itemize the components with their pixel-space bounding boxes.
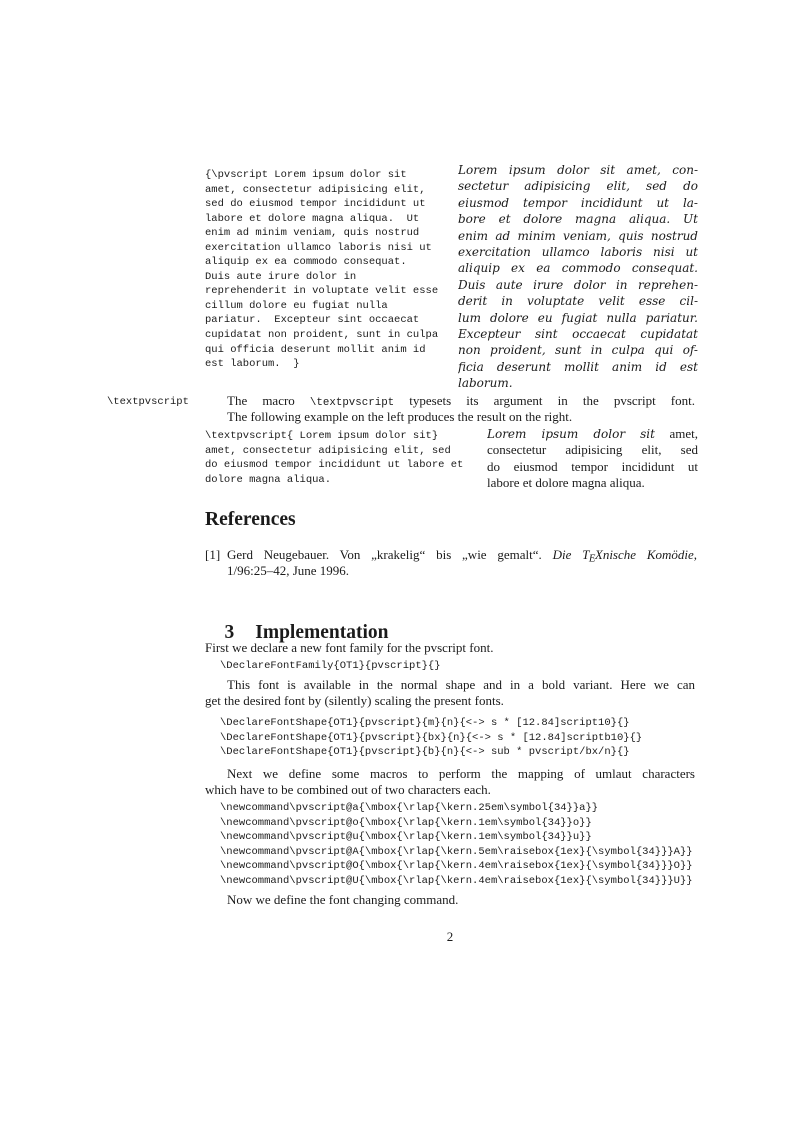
code-line: do eiusmod tempor incididunt ut labore et	[205, 459, 464, 472]
code-line: dolore magna aliqua.	[205, 473, 332, 486]
code-line: pariatur. Excepteur sint occaecat	[205, 314, 420, 327]
code-line: \newcommand\pvscript@o{\mbox{\rlap{\kern.1em\symbol{34}}o}}	[220, 816, 592, 829]
implementation-paragraph2-line2: get the desired font by (silently) scaling the present fonts.	[205, 693, 504, 708]
code-line: \newcommand\pvscript@u{\mbox{\rlap{\kern.1em\symbol{34}}u}}	[220, 831, 592, 844]
macro-desc-line2: The following example on the left produces the result on the right.	[227, 409, 573, 424]
pvscript-text-line: aliquip ex ea commodo consequat.	[458, 261, 698, 276]
code-line: cupidatat non proident, sunt in culpa	[205, 329, 439, 342]
code-line: \newcommand\pvscript@U{\mbox{\rlap{\kern.4em\raisebox{1ex}{\symbol{34}}}U}}	[220, 874, 693, 887]
roman-fragment: amet,	[654, 426, 698, 441]
pvscript-text-line: enim ad minim veniam, quis nostrud	[458, 228, 698, 243]
section-title: Implementation	[255, 622, 389, 643]
umlaut-macros-code	[220, 801, 693, 888]
result-line: do eiusmod tempor incididunt ut	[487, 458, 698, 474]
pvscript-fragment: Lorem ipsum dolor sit	[487, 427, 655, 441]
example1-pvscript-result	[458, 162, 698, 391]
example2-code-block	[205, 429, 463, 487]
reference-entry-line2: 1/96:25–42, June 1996.	[227, 563, 350, 578]
result-line-mixed	[487, 426, 698, 442]
inline-macro-name: \textpvscript	[309, 397, 395, 409]
pvscript-text-line: Lorem ipsum dolor sit amet, con-	[458, 163, 698, 177]
code-line: amet, consectetur adipisicing elit,	[205, 183, 426, 196]
pvscript-text-line: sectetur adipisicing elit, sed do	[458, 179, 698, 194]
declare-font-family-code	[220, 659, 441, 674]
code-line: \newcommand\pvscript@A{\mbox{\rlap{\kern.5em\raisebox{1ex}{\symbol{34}}}A}}	[220, 845, 693, 858]
pvscript-text-line: exercitation ullamco laboris nisi ut	[458, 244, 698, 259]
code-line: \DeclareFontShape{OT1}{pvscript}{bx}{n}{<-> s * [12.84]scriptb10}{}	[220, 731, 643, 744]
implementation-paragraph1: First we declare a new font family for the pvscript font.	[205, 640, 494, 655]
code-line: \newcommand\pvscript@O{\mbox{\rlap{\kern.4em\raisebox{1ex}{\symbol{34}}}O}}	[220, 860, 693, 873]
declare-font-shape-code	[220, 716, 642, 760]
implementation-paragraph4: Now we define the font changing command.	[227, 892, 459, 907]
reference-author-title: Gerd Neugebauer. Von „krakelig“ bis „wie gemalt“.	[227, 547, 553, 562]
implementation-paragraph3-line2: which have to be combined out of two characters each.	[205, 782, 491, 797]
pvscript-text-line: Excepteur sint occaecat cupidatat	[458, 326, 698, 341]
code-line: reprehenderit in voluptate velit esse	[205, 285, 439, 298]
code-line: sed do eiusmod tempor incididunt ut	[205, 198, 426, 211]
page-number: 2	[446, 929, 454, 944]
implementation-paragraph3-line1: Next we define some macros to perform the mapping of umlaut characters	[227, 766, 695, 781]
pvscript-text-line: lum dolore eu fugiat nulla pariatur.	[458, 310, 698, 325]
code-line: \textpvscript{ Lorem ipsum dolor sit}	[205, 430, 439, 442]
result-line: consectetur adipisicing elit, sed	[487, 442, 698, 458]
code-line: amet, consectetur adipisicing elit, sed	[205, 444, 451, 457]
section-number: 3	[224, 622, 235, 643]
code-line: labore et dolore magna aliqua. Ut	[205, 212, 420, 225]
code-line: \DeclareFontShape{OT1}{pvscript}{m}{n}{<-> s * [12.84]script10}{}	[220, 717, 630, 729]
pvscript-text-line: Duis aute irure dolor in reprehen-	[458, 277, 698, 292]
macro-desc-text-pre: The macro	[227, 393, 310, 408]
journal-name-post: Xnische Komödie,	[594, 547, 697, 562]
pvscript-text-line: laborum.	[458, 376, 513, 391]
margin-macro-label: \textpvscript	[107, 396, 189, 408]
journal-name-pre: Die T	[552, 547, 590, 562]
code-line: \DeclareFontFamily{OT1}{pvscript}{}	[220, 660, 441, 672]
pvscript-text-line: eiusmod tempor incididunt ut la-	[458, 195, 698, 210]
pvscript-text-line: derit in voluptate velit esse cil-	[458, 294, 698, 309]
pvscript-text-line: bore et dolore magna aliqua. Ut	[458, 212, 698, 227]
code-line: \DeclareFontShape{OT1}{pvscript}{b}{n}{<-> sub * pvscript/bx/n}{}	[220, 746, 630, 759]
reference-marker: [1]	[205, 547, 221, 562]
code-line: qui officia deserunt mollit anim id	[205, 343, 426, 356]
code-line: aliquip ex ea commodo consequat.	[205, 256, 407, 269]
tex-logo-e: E	[588, 553, 596, 563]
reference-entry-line1	[227, 547, 697, 563]
macro-desc-line1	[227, 393, 695, 409]
code-line: {\pvscript Lorem ipsum dolor sit	[205, 169, 407, 181]
references-heading: References	[205, 509, 296, 530]
pvscript-text-line: ficia deserunt mollit anim id est	[458, 359, 698, 374]
code-line: Duis aute irure dolor in	[205, 270, 357, 283]
pvscript-text-line: non proident, sunt in culpa qui of-	[458, 343, 698, 358]
code-line: exercitation ullamco laboris nisi ut	[205, 241, 432, 254]
code-line: enim ad minim veniam, quis nostrud	[205, 227, 420, 240]
example2-result	[487, 426, 698, 492]
section-heading	[205, 600, 389, 666]
code-line: cillum dolore eu fugiat nulla	[205, 299, 388, 312]
example1-code-block	[205, 168, 438, 372]
code-line: \newcommand\pvscript@a{\mbox{\rlap{\kern.25em\symbol{34}}a}}	[220, 802, 599, 814]
code-line: est laborum. }	[205, 358, 300, 371]
result-line: labore et dolore magna aliqua.	[487, 475, 645, 491]
implementation-paragraph2-line1: This font is available in the normal shape and in a bold variant. Here we can	[227, 677, 695, 692]
macro-desc-text-post: typesets its argument in the pvscript font.	[394, 393, 695, 408]
